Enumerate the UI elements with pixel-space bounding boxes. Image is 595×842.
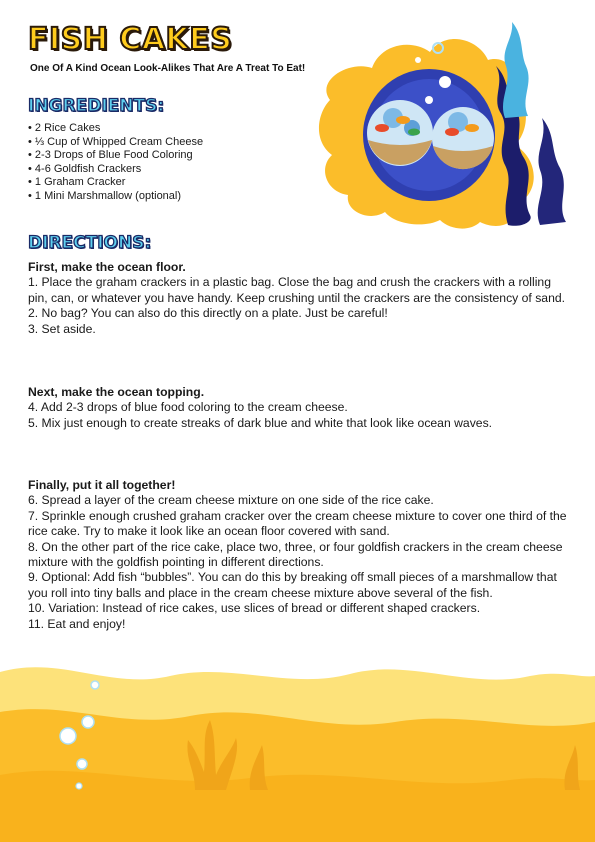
directions-section-ocean-topping (28, 385, 568, 431)
direction-step: 4. Add 2-3 drops of blue food coloring to the cream cheese. (28, 400, 348, 415)
direction-step: 7. Sprinkle enough crushed graham cracker over the cream cheese mixture to cover one third of the rice cake. Try to make it look like an ocean floor covered with sand. (28, 508, 567, 539)
ingredient-item: • 1 Graham Cracker (28, 176, 203, 190)
bubble (415, 57, 421, 63)
direction-step: 2. No bag? You can also do this directly on a plate. Just be careful! (28, 306, 388, 321)
goldfish-cracker (396, 116, 410, 124)
page-title: FISH CAKES (28, 22, 233, 57)
bubble (439, 76, 451, 88)
ingredients-heading: INGREDIENTS: (28, 96, 165, 116)
section-heading: Finally, put it all together! (28, 478, 176, 492)
page-subtitle: One Of A Kind Ocean Look-Alikes That Are A Treat To Eat! (30, 63, 306, 74)
goldfish-cracker (465, 124, 479, 132)
direction-step: 3. Set aside. (28, 321, 96, 336)
ingredient-item: • ⅓ Cup of Whipped Cream Cheese (28, 136, 203, 150)
bubble (76, 783, 82, 789)
bubble (77, 759, 87, 769)
goldfish-cracker (375, 124, 389, 132)
direction-step: 1. Place the graham crackers in a plastic bag. Close the bag and crush the crackers with a rolling pin, can, or whatever you have handy. Keep crushing until the crackers are the consistency of sand. (28, 275, 566, 305)
section-heading: First, make the ocean floor. (28, 260, 186, 274)
directions-heading: DIRECTIONS: (28, 233, 152, 253)
directions-section-ocean-floor (28, 260, 568, 337)
direction-step: 6. Spread a layer of the cream cheese mixture on one side of the rice cake. (28, 493, 434, 508)
direction-step: 8. On the other part of the rice cake, place two, three, or four goldfish crackers in the cream cheese mixture with the goldfish pointing in different directions. (28, 539, 563, 570)
bubble (60, 728, 76, 744)
direction-step: 10. Variation: Instead of rice cakes, use slices of bread or different shaped crackers. (28, 601, 481, 616)
goldfish-cracker (445, 128, 459, 136)
bubble (82, 716, 94, 728)
seaweed-dark-2 (538, 118, 566, 225)
directions-section-assemble (28, 478, 568, 632)
ingredient-item: • 2 Rice Cakes (28, 122, 203, 136)
ingredients-list (28, 122, 203, 204)
direction-step: 9. Optional: Add fish “bubbles”. You can do this by breaking off small pieces of a marshmallow that you roll into tiny balls and place in the cream cheese mixture above several of the fish. (28, 570, 557, 600)
direction-step: 11. Eat and enjoy! (28, 616, 126, 631)
direction-step: 5. Mix just enough to create streaks of dark blue and white that look like ocean waves. (28, 415, 493, 430)
bubble (425, 96, 433, 104)
ingredient-item: • 4-6 Goldfish Crackers (28, 163, 203, 177)
ingredient-item: • 2-3 Drops of Blue Food Coloring (28, 149, 203, 163)
bubble (91, 681, 99, 689)
section-heading: Next, make the ocean topping. (28, 385, 205, 399)
ingredient-item: • 1 Mini Marshmallow (optional) (28, 190, 203, 204)
sand-front-2 (0, 771, 595, 842)
goldfish-cracker (408, 129, 420, 136)
